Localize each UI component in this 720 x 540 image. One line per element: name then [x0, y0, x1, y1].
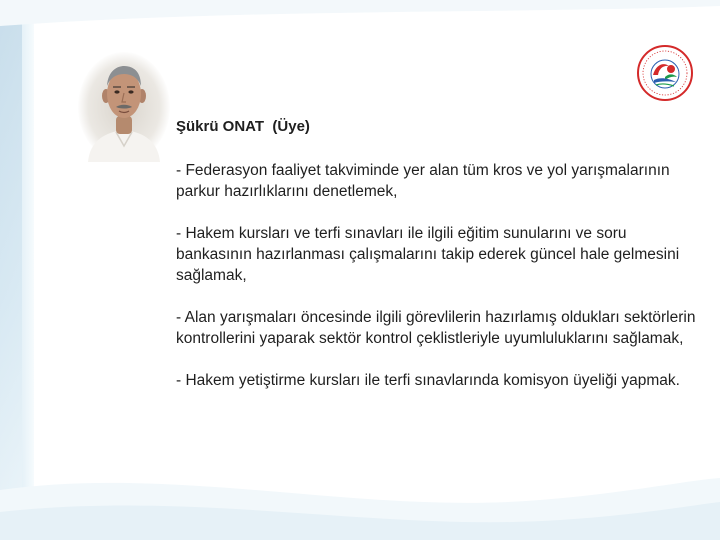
member-name-heading: Şükrü ONAT (Üye)	[176, 118, 310, 135]
member-portrait	[78, 52, 170, 162]
left-band-shade	[0, 0, 22, 540]
duty-item: - Hakem yetiştirme kursları ile terfi sınavlarında komisyon üyeliği yapmak.	[176, 372, 680, 389]
top-decorative-curve	[0, 0, 720, 60]
left-decorative-band	[0, 0, 34, 540]
person-photo-icon	[78, 52, 170, 162]
duties-list	[176, 160, 696, 412]
duty-item: - Hakem kursları ve terfi sınavları ile ilgili eğitim sunularını ve soru bankasının hazırlanması çalışmalarını takip ederek güncel hale gelmesini sağlamak,	[176, 225, 680, 284]
duty-item: - Federasyon faaliyet takviminde yer alan tüm kros ve yol yarışmalarının parkur hazırlıklarını denetlemek,	[176, 162, 670, 200]
federation-emblem-icon	[636, 44, 694, 102]
bottom-decorative-wave	[0, 420, 720, 540]
duty-item: - Alan yarışmaları öncesinde ilgili görevlilerin hazırlamış oldukları sektörlerin kontrollerini yaparak sektör kontrol çeklistleriyle uyumluluklarını sağlamak,	[176, 309, 696, 347]
